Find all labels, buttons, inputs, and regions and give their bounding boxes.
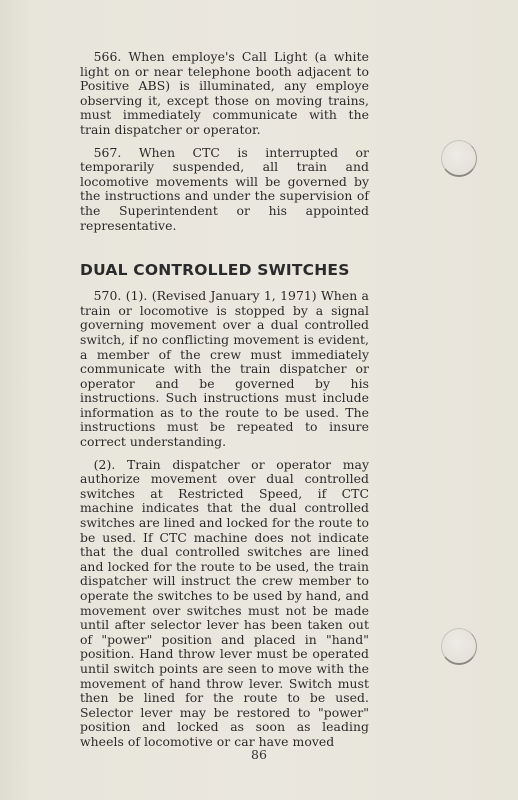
- paragraph-570-2: (2). Train dispatcher or operator may authorize movement over dual controlled switches at Restricted Speed, if CTC machine indicates that the dual controlled switches are lined and locked for the route to be used. If CTC machine does not indicate that the dual controlled switches are lined and locked for the route to be used, the train dispatcher will instruct the crew member to operate the switches to be used by hand, and movement over switches must not be made until after selector lever has been taken out of "power" position and placed in "hand" position. Hand throw lever must be operated until switch points are seen to move with the movement of hand throw lever. Switch must then be lined for the route to be used. Selector lever may be restored to "power" position and locked as soon as leading wheels of locomotive or car have moved: [80, 456, 369, 749]
- text-column: [80, 50, 369, 758]
- section-heading: DUAL CONTROLLED SWITCHES: [80, 261, 350, 280]
- binder-hole-bottom: [441, 628, 477, 665]
- binder-hole-top: [441, 140, 477, 177]
- paragraph-567: 567. When CTC is interrupted or temporarily suspended, all train and locomotive movements will be governed by the instructions and under the supervision of the Superintendent or his appointed representative.: [80, 144, 369, 233]
- page-number: 86: [251, 747, 267, 762]
- paragraph-566: 566. When employe's Call Light (a white light on or near telephone booth adjacent to Positive ABS) is illuminated, any employe observing it, except those on moving trains, must immediately communicate with the train dispatcher or operator.: [80, 49, 369, 137]
- paragraph-570-1: 570. (1). (Revised January 1, 1971) When a train or locomotive is stopped by a signal governing movement over a dual controlled switch, if no conflicting movement is evident, a member of the crew must immediately communicate with the train dispatcher or operator and be governed by his instructions. Such instructions must include information as to the route to be used. The instructions must be repeated to insure correct understanding.: [80, 288, 369, 450]
